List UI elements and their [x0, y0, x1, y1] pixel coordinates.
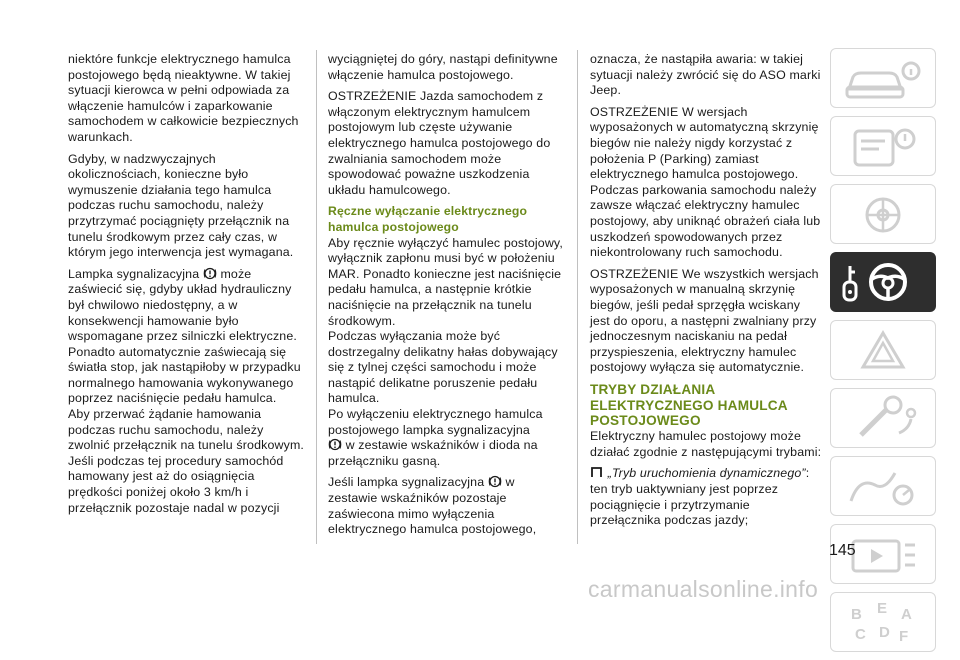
- paragraph-text: może zaświecić się, gdyby układ hydrauliczny był chwilowo niedostępny, a w konsekwencji hamowanie było wspomagane przez silniczki elektryczne. Ponadto automatycznie zaświecają się światła stop, jak nastąpiłoby w przypadku normalnego hamowania wykonywanego poprzez naciśnięcie pedału hamulca.: [68, 266, 301, 406]
- maintenance-icon: [831, 389, 937, 449]
- paragraph: Aby przerwać żądanie hamowania podczas ruchu samochodu, należy zwolnić przełącznik na tunelu środkowym.: [68, 407, 305, 453]
- chapter-tab-safety[interactable]: [830, 184, 936, 244]
- warning-paragraph: OSTRZEŻENIE W wersjach wyposażonych w automatyczną skrzynię biegów nie należy nigdy korzystać z położenia P (Parking) zamiast elektrycznego hamulca postojowego. Podczas parkowania samochodu należy zawsze włączać elektryczny hamulec postojowy, aby uniknąć obrażeń ciała lub uszkodzeń spowodowanych przez niekontrolowany ruch samochodu.: [590, 104, 821, 260]
- svg-text:D: D: [879, 624, 890, 641]
- paragraph: Gdyby, w nadzwyczajnych okolicznościach, konieczne było wymuszenie działania tego hamulca podczas ruchu samochodu, należy przytrzymać pociągnięty przełącznik na tunelu środkowym przez cały czas, w którym jego interwencja jest wymagana.: [68, 151, 294, 260]
- car-info-icon: [831, 49, 937, 109]
- safety-icon: [831, 185, 937, 245]
- paragraph-text: w zestawie wskaźników i dioda na przełączniku gasną.: [328, 438, 538, 468]
- warning-paragraph: OSTRZEŻENIE We wszystkich wersjach wyposażonych w manualną skrzynię biegów, jeśli pedał sprzęgła wciskany jest do oporu, a następni zwalniany przy jednoczesnym naciskaniu na pedał przyspieszenia, elektryczny hamulec postojowy wyłącza się automatycznie.: [590, 266, 819, 375]
- starting-driving-icon: [830, 252, 936, 312]
- chapter-tab-car-info[interactable]: [830, 48, 936, 108]
- paragraph: Elektryczny hamulec postojowy może działać zgodnie z następującymi trybami:: [590, 429, 822, 459]
- paragraph: oznacza, że nastąpiła awaria: w takiej sytuacji należy zwrócić się do ASO marki Jeep.: [590, 52, 821, 98]
- chapter-tab-maintenance[interactable]: [830, 388, 936, 448]
- svg-text:E: E: [877, 600, 888, 617]
- svg-text:F: F: [899, 628, 909, 645]
- chapter-tab-dashboard[interactable]: [830, 116, 936, 176]
- svg-text:C: C: [855, 626, 866, 643]
- section-heading-line: ELEKTRYCZNEGO HAMULCA: [590, 397, 788, 413]
- paragraph: niektóre funkcje elektrycznego hamulca postojowego będą nieaktywne. W takiej sytuacji kierowca w pełni odpowiada za włączenie hamulców i zaparkowanie samochodem w całkowicie bezpiecznych warunkach.: [68, 52, 299, 144]
- paragraph: Jeśli podczas tej procedury samochód hamowany jest aż do osiągnięcia prędkości poniżej około 3 km/h i przełącznik pozostaje nadal w pozycji: [68, 453, 284, 515]
- svg-text:A: A: [901, 606, 912, 623]
- chapter-tab-starting-driving[interactable]: [830, 252, 936, 312]
- chapter-sidebar: [830, 48, 940, 660]
- page-number: 145: [829, 542, 856, 559]
- paragraph: [328, 438, 564, 469]
- paragraph: [328, 475, 564, 537]
- text-column-1: [68, 52, 304, 522]
- mode-name: „Tryb uruchomienia dynamicznego”: [607, 466, 806, 481]
- subheading: Ręczne wyłączanie elektrycznego hamulca postojowego: [328, 204, 528, 234]
- brake-warning-lamp-icon: [203, 267, 217, 280]
- emergency-icon: [831, 321, 937, 381]
- paragraph: Po wyłączeniu elektrycznego hamulca postojowego lampka sygnalizacyjna: [328, 407, 543, 437]
- paragraph: Podczas wyłączania może być dostrzegalny delikatny hałas dobywający się z tylnej części samochodu i może nastąpić delikatne poruszenie pedału hamulca.: [328, 329, 558, 406]
- brake-warning-lamp-icon: [328, 438, 342, 451]
- chapter-tab-index[interactable]: [830, 592, 936, 652]
- technical-data-icon: [831, 457, 937, 517]
- section-heading: [590, 382, 822, 429]
- paragraph: wyciągniętej do góry, nastąpi definitywne włączenie hamulca postojowego.: [328, 52, 558, 82]
- svg-text:B: B: [851, 606, 862, 623]
- column-divider: [316, 50, 317, 544]
- paragraph-text: w zestawie wskaźników pozostaje zaświecona mimo wyłączenia elektrycznego hamulca postojowego,: [328, 475, 537, 537]
- paragraph-lamp: [68, 267, 304, 407]
- watermark: carmanualsonline.info: [588, 576, 819, 602]
- warning-paragraph: OSTRZEŻENIE Jazda samochodem z włączonym elektrycznym hamulcem postojowym lub częste używanie elektrycznego hamulca postojowego do zwalniania samochodem może spowodować poważne uszkodzenia układu hamulcowego.: [328, 89, 551, 197]
- column-divider: [577, 50, 578, 544]
- bullet-square-icon: [590, 466, 604, 479]
- index-icon: [831, 593, 937, 653]
- paragraph-text: : ten tryb uaktywniany jest poprzez pociągnięcie i przytrzymanie przełącznika podczas jazdy;: [590, 466, 810, 528]
- text-column-2: [328, 52, 564, 544]
- chapter-tab-technical-data[interactable]: [830, 456, 936, 516]
- text-column-3: [590, 52, 822, 535]
- paragraph-text: Jeśli lampka sygnalizacyjna: [328, 475, 485, 490]
- brake-warning-lamp-icon: [488, 475, 502, 488]
- paragraph-text: Lampka sygnalizacyjna: [68, 266, 200, 281]
- bullet-item: [590, 466, 822, 528]
- section-heading-line: TRYBY DZIAŁANIA: [590, 381, 716, 397]
- paragraph: Aby ręcznie wyłączyć hamulec postojowy, wyłącznik zapłonu musi być w położeniu MAR. Ponadto konieczne jest naciśnięcie pedału hamulca, a następnie krótkie naciśnięcie na przełącznik na tunelu środkowym.: [328, 235, 563, 328]
- chapter-tab-emergency[interactable]: [830, 320, 936, 380]
- section-heading-line: POSTOJOWEGO: [590, 413, 701, 429]
- dashboard-warning-icon: [831, 117, 937, 177]
